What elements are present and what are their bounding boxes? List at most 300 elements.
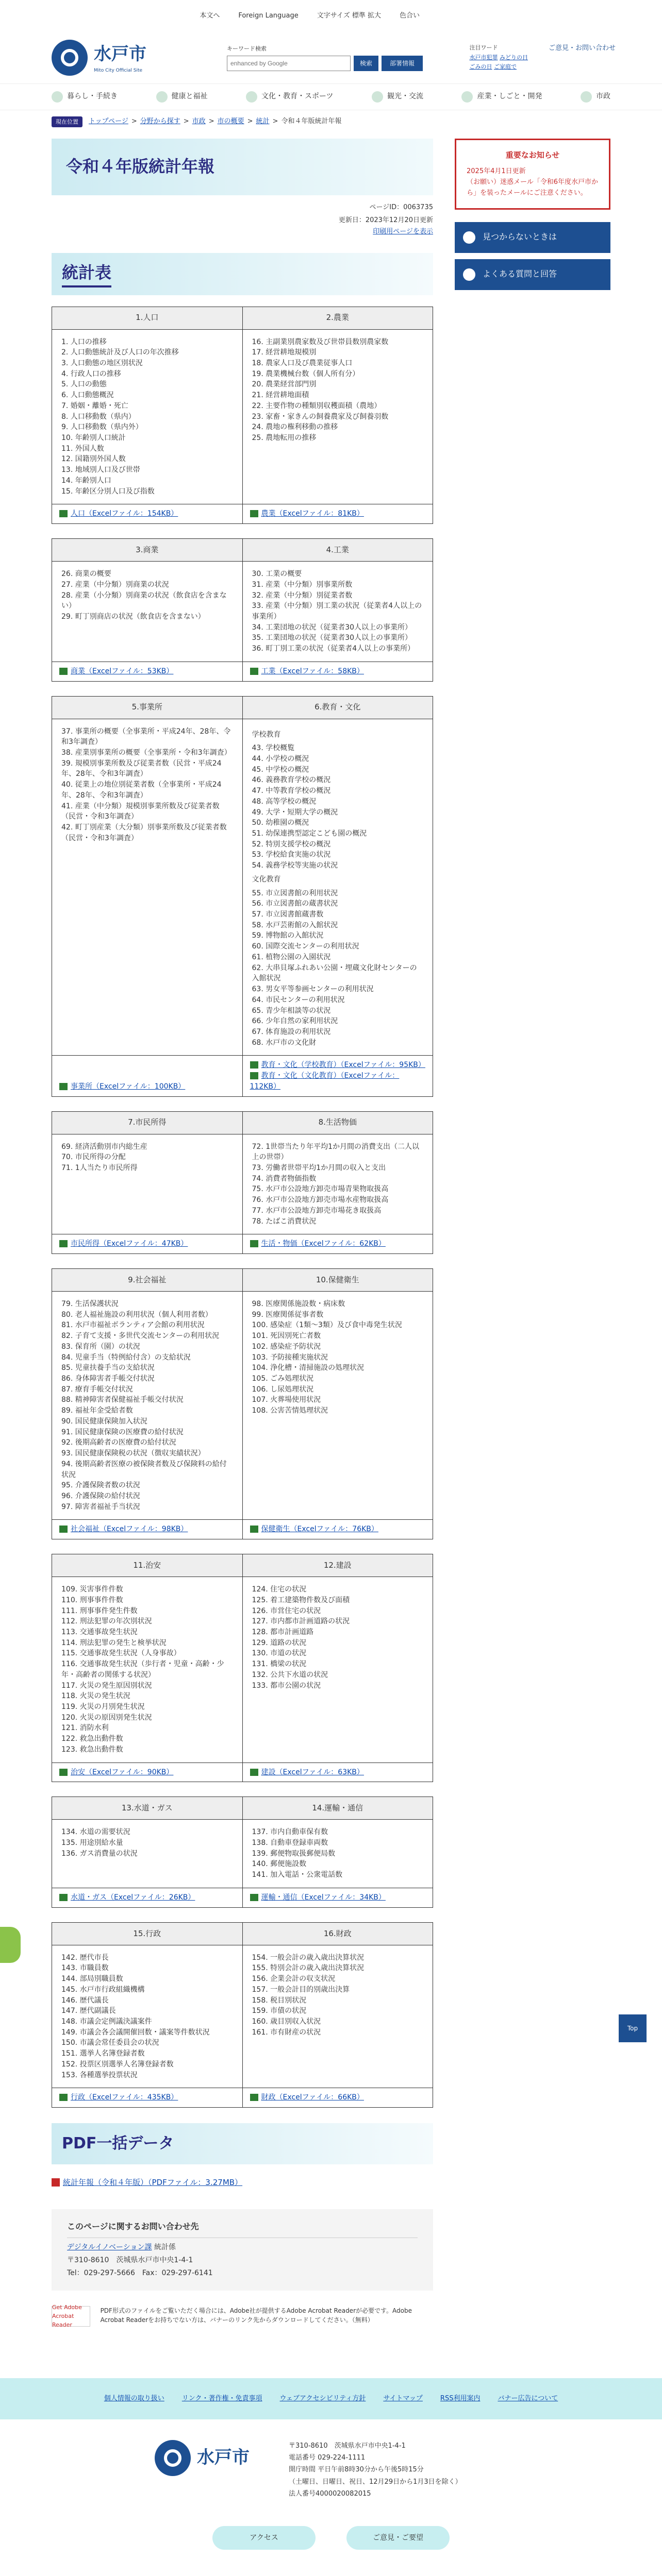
list-item: 80. 老人福祉施設の利用状況（個人利用者数） (61, 1310, 212, 1319)
department-button[interactable]: 部署情報 (382, 56, 423, 71)
list-item: 6. 人口動態概況 (61, 391, 114, 400)
table-header: 4.工業 (242, 539, 433, 562)
language-link[interactable]: Foreign Language (238, 11, 299, 20)
table-cell (52, 1577, 243, 1763)
download-cell (242, 662, 433, 681)
list-item: 95. 介護保険者数の状況 (61, 1481, 140, 1490)
pdf-heading-banner (52, 2123, 433, 2164)
list-item: 27. 産業（中分類）別商業の状況 (61, 580, 169, 589)
list-item: 24. 農地の権利移動の推移 (252, 423, 338, 432)
table-cell (52, 1945, 243, 2088)
contact-dept-link[interactable]: デジタルイノベーション課 (67, 2243, 152, 2252)
list-item: 64. 市民センターの利用状況 (252, 995, 345, 1004)
list-item: 109. 災害事件件数 (61, 1585, 123, 1594)
skip-link[interactable]: 本文へ (200, 11, 220, 20)
popular-title: 注目ワード (469, 44, 498, 51)
breadcrumb-current: 令和４年版統計年報 (281, 117, 342, 126)
list-item: 76. 水戸市公設地方卸売市場水産物取扱高 (252, 1196, 389, 1205)
excel-download-link[interactable]: 運輸・通信（Excelファイル：34KB） (261, 1893, 386, 1902)
list-item: 159. 市債の状況 (252, 2007, 307, 2015)
table-cell (52, 1134, 243, 1234)
list-item: 28. 産業（小分類）別商業の状況（飲食店を含まない） (61, 591, 227, 611)
excel-download-link[interactable]: 人口（Excelファイル：154KB） (71, 510, 178, 518)
excel-download-link[interactable]: 教育・文化（文化教育）（Excelファイル：112KB） (250, 1072, 400, 1091)
list-item: 141. 加入電話・公衆電話数 (252, 1871, 343, 1879)
table-header: 5.事業所 (52, 696, 243, 719)
gnav-label: 文化・教育・スポーツ (261, 92, 334, 101)
list-item: 78. たばこ消費状況 (252, 1217, 317, 1226)
list-item: 82. 子育て支援・多世代交流センターの利用状況 (61, 1332, 220, 1341)
list-item: 37. 事業所の概要（全事業所・平成24年、28年、令和3年調査） (61, 727, 231, 747)
mascot-badge-icon[interactable] (0, 1927, 21, 1963)
footer-link[interactable]: リンク・著作権・免責事項 (181, 2394, 262, 2402)
list-item: 101. 死因別死亡者数 (252, 1332, 321, 1341)
list-item: 99. 医療関係従事者数 (252, 1310, 324, 1319)
list-item: 138. 自動車登録車両数 (252, 1839, 328, 1848)
site-logo[interactable] (52, 40, 217, 76)
list-item: 42. 町丁別産業（大分類）別事業所数及び従業者数（民営・令和3年調査） (61, 823, 227, 842)
print-link[interactable] (52, 227, 433, 237)
table-header: 1.人口 (52, 307, 243, 329)
table-cell (242, 1577, 433, 1763)
download-cell (52, 1520, 243, 1539)
list-item: 143. 市職員数 (61, 1964, 109, 1973)
download-cell (242, 1056, 433, 1096)
list-item: 65. 青少年相談等の状況 (252, 1006, 331, 1015)
list-item: 81. 水戸市福祉ボランティア会館の利用状況 (61, 1321, 205, 1330)
gnav-item-health[interactable] (156, 91, 208, 103)
list-item: 91. 国民健康保険の医療費の給付状況 (61, 1428, 184, 1436)
page-id: ページID：0063735 (369, 204, 433, 212)
list-item: 44. 小学校の概況 (252, 754, 309, 763)
faq-label: よくある質問と回答 (483, 269, 557, 279)
list-item: 115. 交通事故発生状況（人身事故） (61, 1649, 181, 1658)
pdf-download[interactable] (52, 2177, 433, 2189)
gnav-item-life[interactable] (52, 91, 118, 103)
list-item: 113. 交通事故発生状況 (61, 1628, 138, 1636)
list-item: 26. 商業の概要 (61, 570, 111, 579)
excel-icon (250, 2094, 258, 2101)
notice-text[interactable]: （お願い）迷惑メール「令和6年度水戸市から」を装ったメールにご注意ください。 (467, 178, 599, 197)
popular-word[interactable]: ご家庭で (493, 63, 517, 71)
building-icon (581, 91, 592, 103)
subheading: 文化教育 (252, 875, 281, 884)
list-item: 124. 住宅の状況 (252, 1585, 307, 1594)
list-item: 69. 経済活動別市内総生産 (61, 1142, 147, 1151)
list-item: 155. 特別会計の歳入歳出決算状況 (252, 1964, 365, 1973)
stats-tables (52, 307, 433, 2108)
sidebar (455, 133, 610, 2347)
table-cell (52, 1292, 243, 1520)
list-item: 4. 行政人口の推移 (61, 369, 121, 378)
list-item: 52. 特別支援学校の概況 (252, 840, 331, 849)
footer-link[interactable]: サイトマップ (383, 2394, 423, 2402)
download-cell (52, 504, 243, 524)
search-button[interactable]: 検索 (354, 56, 378, 71)
list-item: 119. 火災の月別発生状況 (61, 1703, 145, 1711)
gnav-item-city[interactable] (581, 91, 610, 103)
excel-icon (250, 668, 258, 675)
footer-city-name: 水戸市 (197, 2447, 250, 2468)
faq-button[interactable] (455, 259, 610, 290)
download-cell (52, 662, 243, 681)
download-cell (242, 1520, 433, 1539)
notice-title: 重要なお知らせ (505, 150, 560, 160)
font-size-control[interactable]: 文字サイズ 標準 拡大 (317, 11, 381, 20)
stats-table (52, 307, 433, 524)
excel-download-link[interactable]: 事業所（Excelファイル：100KB） (71, 1082, 186, 1091)
list-item: 135. 用途別給水量 (61, 1839, 123, 1848)
list-item: 23. 家畜・家きんの飼養農家及び飼養羽数 (252, 412, 389, 421)
footer-address (289, 2440, 462, 2500)
excel-icon (59, 668, 68, 675)
list-item: 131. 橋梁の状況 (252, 1660, 307, 1669)
list-item: 123. 救急出動件数 (61, 1745, 123, 1754)
list-item: 73. 労働者世帯平均1か月間の収入と支出 (252, 1163, 386, 1172)
stats-table (52, 1797, 433, 1907)
table-cell (242, 1134, 433, 1234)
list-item: 75. 水戸市公設地方卸売市場青果物取扱高 (252, 1185, 389, 1194)
excel-icon (59, 1894, 68, 1901)
list-item: 22. 主要作物の種類別収穫面積（農地） (252, 401, 382, 410)
table-cell (242, 562, 433, 662)
popular-word[interactable]: みどりの日 (499, 54, 528, 61)
list-item: 79. 生活保護状況 (61, 1300, 119, 1308)
list-item: 40. 従業上の地位別従業者数（全事業所・平成24年、28年、令和3年調査） (61, 781, 222, 800)
excel-download-link[interactable]: 財政（Excelファイル：66KB） (261, 2093, 364, 2102)
factory-icon (461, 91, 473, 103)
list-item: 93. 国民健康保険税の状況（徴収実績状況） (61, 1449, 205, 1458)
list-item: 47. 中等教育学校の概況 (252, 787, 331, 795)
breadcrumb-link[interactable]: 市の概要 (217, 117, 244, 126)
list-item: 30. 工業の概要 (252, 570, 302, 579)
excel-download-link[interactable]: 保健衛生（Excelファイル：76KB） (261, 1525, 378, 1534)
list-item: 16. 主副業別農家数及び世帯員数別農家数 (252, 337, 389, 346)
list-item: 1. 人口の推移 (61, 337, 107, 346)
section-heading-banner (52, 253, 433, 295)
list-item: 150. 市議会常任委員会の状況 (61, 2039, 159, 2047)
voice-link[interactable]: ご意見・お問い合わせ (548, 44, 616, 52)
utility-bar (0, 0, 662, 32)
list-item: 88. 精神障害者保健福祉手帳交付状況 (61, 1396, 184, 1404)
download-cell (242, 2088, 433, 2108)
excel-download-link[interactable]: 行政（Excelファイル：435KB） (71, 2093, 178, 2102)
footer-link[interactable]: バナー広告について (498, 2394, 558, 2402)
gnav-item-culture[interactable] (246, 91, 333, 103)
list-item: 105. ごみ処理状況 (252, 1375, 314, 1383)
list-item: 145. 水戸市行政組織機構 (61, 1985, 145, 1994)
list-item: 32. 産業（中分類）別従業者数 (252, 591, 353, 600)
table-header: 11.治安 (52, 1554, 243, 1577)
stats-table (52, 1111, 433, 1254)
pdf-icon (52, 2178, 60, 2187)
list-item: 57. 市立図書館蔵書数 (252, 910, 324, 919)
update-date: 更新日：2023年12月20日更新 (338, 216, 433, 224)
print-link-text[interactable]: 印刷用ページを表示 (373, 228, 433, 236)
breadcrumb-link[interactable]: 市政 (192, 117, 206, 126)
table-cell (242, 1945, 433, 2088)
gnav-label: 観光・交流 (387, 92, 423, 101)
list-item: 94. 後期高齢者医療の被保険者数及び保険料の給付状況 (61, 1460, 227, 1479)
download-cell (52, 1888, 243, 1907)
list-item: 9. 人口移動数（県内外） (61, 423, 143, 432)
list-item: 71. 1人当たり市民所得 (61, 1163, 138, 1172)
excel-icon (59, 1240, 68, 1247)
list-item: 98. 医療関係施設数・病床数 (252, 1300, 345, 1308)
page-title-banner (52, 139, 433, 195)
list-item: 154. 一般会計の歳入歳出決算状況 (252, 1953, 365, 1962)
list-item: 106. し尿処理状況 (252, 1385, 314, 1394)
list-item: 86. 身体障害者手帳交付状況 (61, 1375, 155, 1383)
back-to-top-button[interactable]: Top (619, 2014, 647, 2042)
search-label: キーワード検索 (227, 45, 267, 53)
contact-tel: Tel：029-297-5666 Fax：029-297-6141 (67, 2269, 213, 2278)
breadcrumb-link[interactable]: 分野から探す (140, 117, 180, 126)
stats-table (52, 538, 433, 681)
table-cell (242, 1292, 433, 1520)
list-item: 62. 大串貝塚ふれあい公園・埋蔵文化財センターの入館状況 (252, 963, 417, 983)
city-emblem-icon (52, 40, 88, 76)
footer-logo (155, 2440, 258, 2476)
access-button[interactable]: アクセス (212, 2526, 316, 2550)
list-item: 49. 大学・短期大学の概況 (252, 808, 338, 817)
list-item: 43. 学校概覧 (252, 744, 295, 753)
list-item: 21. 経営耕地面積 (252, 391, 309, 400)
list-item: 127. 市内都市計画道路の状況 (252, 1617, 350, 1626)
list-item: 85. 児童扶養手当の支給状況 (61, 1364, 155, 1372)
address-line: （土曜日、日曜日、祝日、12月29日から1月3日を除く） (289, 2478, 462, 2486)
list-item: 122. 救急出動件数 (61, 1735, 123, 1743)
search-area (227, 44, 423, 71)
footer-link[interactable]: RSS利用案内 (440, 2394, 481, 2402)
excel-download-link[interactable]: 工業（Excelファイル：58KB） (261, 667, 364, 675)
excel-download-link[interactable]: 社会福祉（Excelファイル：98KB） (71, 1525, 188, 1534)
page-meta (52, 201, 433, 227)
download-cell (242, 504, 433, 524)
table-header: 10.保健衛生 (242, 1269, 433, 1292)
list-item: 133. 都市公園の状況 (252, 1681, 321, 1690)
download-cell (52, 1762, 243, 1782)
stats-table (52, 696, 433, 1097)
global-nav (0, 83, 662, 110)
contact-title: このページに関するお問い合わせ先 (67, 2219, 418, 2238)
list-item: 116. 交通事故発生状況（歩行者・児童・高齢・少年・高齢者の関係する状況） (61, 1660, 224, 1679)
excel-download-link[interactable]: 水道・ガス（Excelファイル：26KB） (71, 1893, 195, 1902)
section-heading: 統計表 (62, 260, 111, 288)
contact-sub: 統計係 (154, 2243, 176, 2252)
list-item: 144. 部局別職員数 (61, 1975, 123, 1984)
list-item: 45. 中学校の概況 (252, 765, 309, 774)
table-header: 9.社会福祉 (52, 1269, 243, 1292)
list-item: 83. 保育所（園）の状況 (61, 1342, 140, 1351)
color-control[interactable]: 色合い (399, 11, 420, 20)
footer-link[interactable]: 個人情報の取り扱い (104, 2394, 164, 2402)
list-item: 111. 刑事事件発生件数 (61, 1606, 138, 1615)
search-icon (463, 231, 475, 244)
list-item: 14. 年齢別人口 (61, 476, 111, 485)
list-item: 152. 投票区別選挙人名簿登録者数 (61, 2060, 174, 2069)
list-item: 107. 火葬場使用状況 (252, 1396, 321, 1404)
list-item: 72. 1世帯当たり年平均1か月間の消費支出（二人以上の世帯） (252, 1142, 420, 1162)
list-item: 46. 義務教育学校の概況 (252, 776, 331, 785)
download-cell (52, 1056, 243, 1096)
excel-icon (250, 1894, 258, 1901)
list-item: 11. 外国人数 (61, 444, 104, 453)
adobe-notice (52, 2306, 433, 2327)
list-item: 149. 市議会各会議開催回数・議案等件数状況 (61, 2028, 210, 2037)
table-header: 15.行政 (52, 1922, 243, 1945)
excel-icon (250, 1072, 258, 1079)
list-item: 34. 工業団地の状況（従業者30人以上の事業所） (252, 623, 412, 632)
list-item: 39. 規模別事業所数及び従業者数（民営・平成24年、28年、令和3年調査） (61, 759, 222, 778)
list-item: 134. 水道の需要状況 (61, 1828, 130, 1837)
table-cell (52, 719, 243, 1056)
table-cell (242, 329, 433, 504)
list-item: 112. 刑法犯罪の年次別状況 (61, 1617, 152, 1626)
book-icon (246, 91, 257, 103)
list-item: 139. 郵便物取扱郵便局数 (252, 1849, 336, 1858)
table-header: 12.建設 (242, 1554, 433, 1577)
breadcrumb-link[interactable]: 統計 (256, 117, 270, 126)
address-line: 開庁時間 平日午前8時30分から午後5時15分 (289, 2466, 424, 2474)
breadcrumb: 現在位置 トップページ > 分野から探す > 市政 > 市の概要 > 統計 > 令和４年版統計年報 (0, 110, 662, 133)
main-content (52, 133, 433, 2347)
list-item: 104. 浄化槽・清掃施設の処理状況 (252, 1364, 365, 1372)
list-item: 15. 年齢区分別人口及び指数 (61, 487, 155, 496)
excel-icon (59, 1083, 68, 1090)
question-icon (463, 268, 475, 281)
popular-word[interactable]: ごみの日 (469, 63, 492, 71)
excel-icon (59, 2094, 68, 2101)
list-item: 51. 幼保連携型認定こども園の概況 (252, 829, 367, 838)
excel-download-link[interactable]: 治安（Excelファイル：90KB） (71, 1768, 174, 1776)
list-item: 108. 公害苦情処理状況 (252, 1406, 328, 1415)
list-item: 100. 感染症（1類〜3類）及び食中毒発生状況 (252, 1321, 402, 1330)
subheading: 学校教育 (252, 730, 281, 739)
list-item: 74. 消費者物価指数 (252, 1174, 317, 1183)
list-item: 90. 国民健康保険加入状況 (61, 1417, 147, 1426)
list-item: 54. 義務学校等実施の状況 (252, 861, 338, 870)
list-item: 67. 体育施設の利用状況 (252, 1027, 331, 1036)
list-item: 41. 産業（中分類）規模別事業所数及び従業者数（民営・令和3年調査） (61, 802, 220, 821)
list-item: 148. 市議会定例議決議案件 (61, 2017, 152, 2026)
list-item: 13. 地域別人口及び世帯 (61, 466, 140, 474)
excel-download-link[interactable]: 建設（Excelファイル：63KB） (261, 1768, 364, 1776)
list-item: 77. 水戸市公設地方卸売市場花き取扱高 (252, 1206, 382, 1215)
list-item: 102. 感染症予防状況 (252, 1342, 321, 1351)
excel-download-link[interactable]: 教育・文化（学校教育）（Excelファイル：95KB） (261, 1061, 425, 1070)
gnav-item-industry[interactable] (461, 91, 542, 103)
list-item: 84. 児童手当（特例給付含）の支給状況 (61, 1353, 191, 1362)
list-item: 156. 企業会計の収支状況 (252, 1975, 336, 1984)
list-item: 12. 国籍別外国人数 (61, 455, 126, 464)
stats-table (52, 1268, 433, 1539)
download-cell (242, 1762, 433, 1782)
camera-icon (372, 91, 383, 103)
list-item: 17. 経営耕地規模別 (252, 348, 317, 357)
list-item: 70. 市民所得の分配 (61, 1153, 126, 1162)
popular-word[interactable]: 水戸市犯罪 (469, 54, 498, 61)
list-item: 158. 税目別状況 (252, 1996, 307, 2005)
footer-buttons (0, 2526, 662, 2550)
list-item: 36. 町丁別工業の状況（従業者4人以上の事業所） (252, 645, 415, 653)
list-item: 87. 療育手帳交付状況 (61, 1385, 133, 1394)
not-found-button[interactable] (455, 222, 610, 253)
breadcrumb-link[interactable]: トップページ (89, 117, 128, 126)
table-header: 8.生活物価 (242, 1111, 433, 1134)
excel-download-link[interactable]: 生活・物価（Excelファイル：62KB） (261, 1240, 386, 1248)
table-cell (52, 1820, 243, 1888)
city-name-en: Mito City Official Site (94, 68, 143, 74)
download-cell (242, 1234, 433, 1254)
list-item: 53. 学校給食実施の状況 (252, 851, 331, 859)
list-item: 10. 年齢別人口統計 (61, 434, 126, 443)
table-header: 2.農業 (242, 307, 433, 329)
list-item: 161. 市有財産の状況 (252, 2028, 321, 2037)
list-item: 146. 歴代議長 (61, 1996, 109, 2005)
list-item: 125. 着工建築物件数及び面積 (252, 1596, 350, 1604)
contact-address: 〒310-8610 茨城県水戸市中央1-4-1 (67, 2256, 193, 2265)
list-item: 68. 水戸市の文化財 (252, 1038, 317, 1047)
important-notice (455, 139, 610, 210)
table-header: 7.市民所得 (52, 1111, 243, 1134)
download-cell (52, 1234, 243, 1254)
table-header: 3.商業 (52, 539, 243, 562)
copyright (0, 2565, 662, 2576)
stats-table (52, 1554, 433, 1782)
city-name: 水戸市 (94, 43, 146, 64)
list-item: 147. 歴代副議長 (61, 2007, 116, 2015)
address-line: 法人番号4000020082015 (289, 2490, 371, 2498)
list-item: 128. 都市計画道路 (252, 1628, 314, 1636)
list-item: 35. 工業団地の状況（従業者30人以上の事業所） (252, 634, 412, 642)
list-item: 55. 市立図書館の利用状況 (252, 889, 338, 897)
list-item: 130. 市道の状況 (252, 1649, 307, 1658)
gnav-label: 産業・しごと・開発 (477, 92, 542, 101)
table-cell (242, 719, 433, 1056)
list-item: 29. 町丁別商店の状況（飲食店を含まない） (61, 612, 205, 621)
excel-download-link[interactable]: 商業（Excelファイル：53KB） (71, 667, 174, 675)
feedback-button[interactable]: ご意見・ご要望 (346, 2526, 450, 2550)
list-item: 50. 幼稚園の概況 (252, 819, 309, 827)
gnav-label: 健康と福祉 (171, 92, 208, 101)
list-item: 117. 火災の発生原因別状況 (61, 1681, 152, 1690)
list-item: 61. 植物公園の入園状況 (252, 953, 331, 961)
pdf-link[interactable]: 統計年報（令和４年版）（PDFファイル：3.27MB） (63, 2177, 243, 2187)
address-line: 電話番号 029-224-1111 (289, 2453, 366, 2462)
site-header (0, 32, 662, 83)
list-item: 5. 人口の動態 (61, 380, 107, 389)
list-item: 157. 一般会計目的別歳出決算 (252, 1985, 350, 1994)
table-header: 13.水道・ガス (52, 1797, 243, 1820)
gnav-item-tourism[interactable] (372, 91, 423, 103)
search-input[interactable] (227, 56, 351, 71)
excel-download-link[interactable]: 市民所得（Excelファイル：47KB） (71, 1240, 188, 1248)
list-item: 92. 後期高齢者の医療費の給付状況 (61, 1438, 176, 1447)
list-item: 63. 男女平等参画センターの利用状況 (252, 985, 374, 994)
list-item: 89. 福祉年金受給者数 (61, 1406, 133, 1415)
adobe-note: PDF形式のファイルをご覧いただく場合には、Adobe社が提供するAdobe Acrobat Readerが必要です。Adobe Acrobat Readerをお持ちでない方は、バナーのリンク先からダウンロードしてください。（無料） (100, 2307, 412, 2324)
house-icon (52, 91, 63, 103)
list-item: 151. 選挙人名簿登録者数 (61, 2049, 145, 2058)
list-item: 118. 火災の発生状況 (61, 1692, 130, 1701)
excel-download-link[interactable]: 農業（Excelファイル：81KB） (261, 510, 364, 518)
list-item: 120. 火災の原因別発生状況 (61, 1713, 152, 1722)
adobe-reader-banner[interactable]: Get Adobe Acrobat Reader (52, 2306, 90, 2327)
list-item: 18. 農家人口及び農業従事人口 (252, 359, 353, 367)
footer-link[interactable]: ウェブアクセシビリティ方針 (279, 2394, 366, 2402)
excel-icon (59, 1769, 68, 1776)
